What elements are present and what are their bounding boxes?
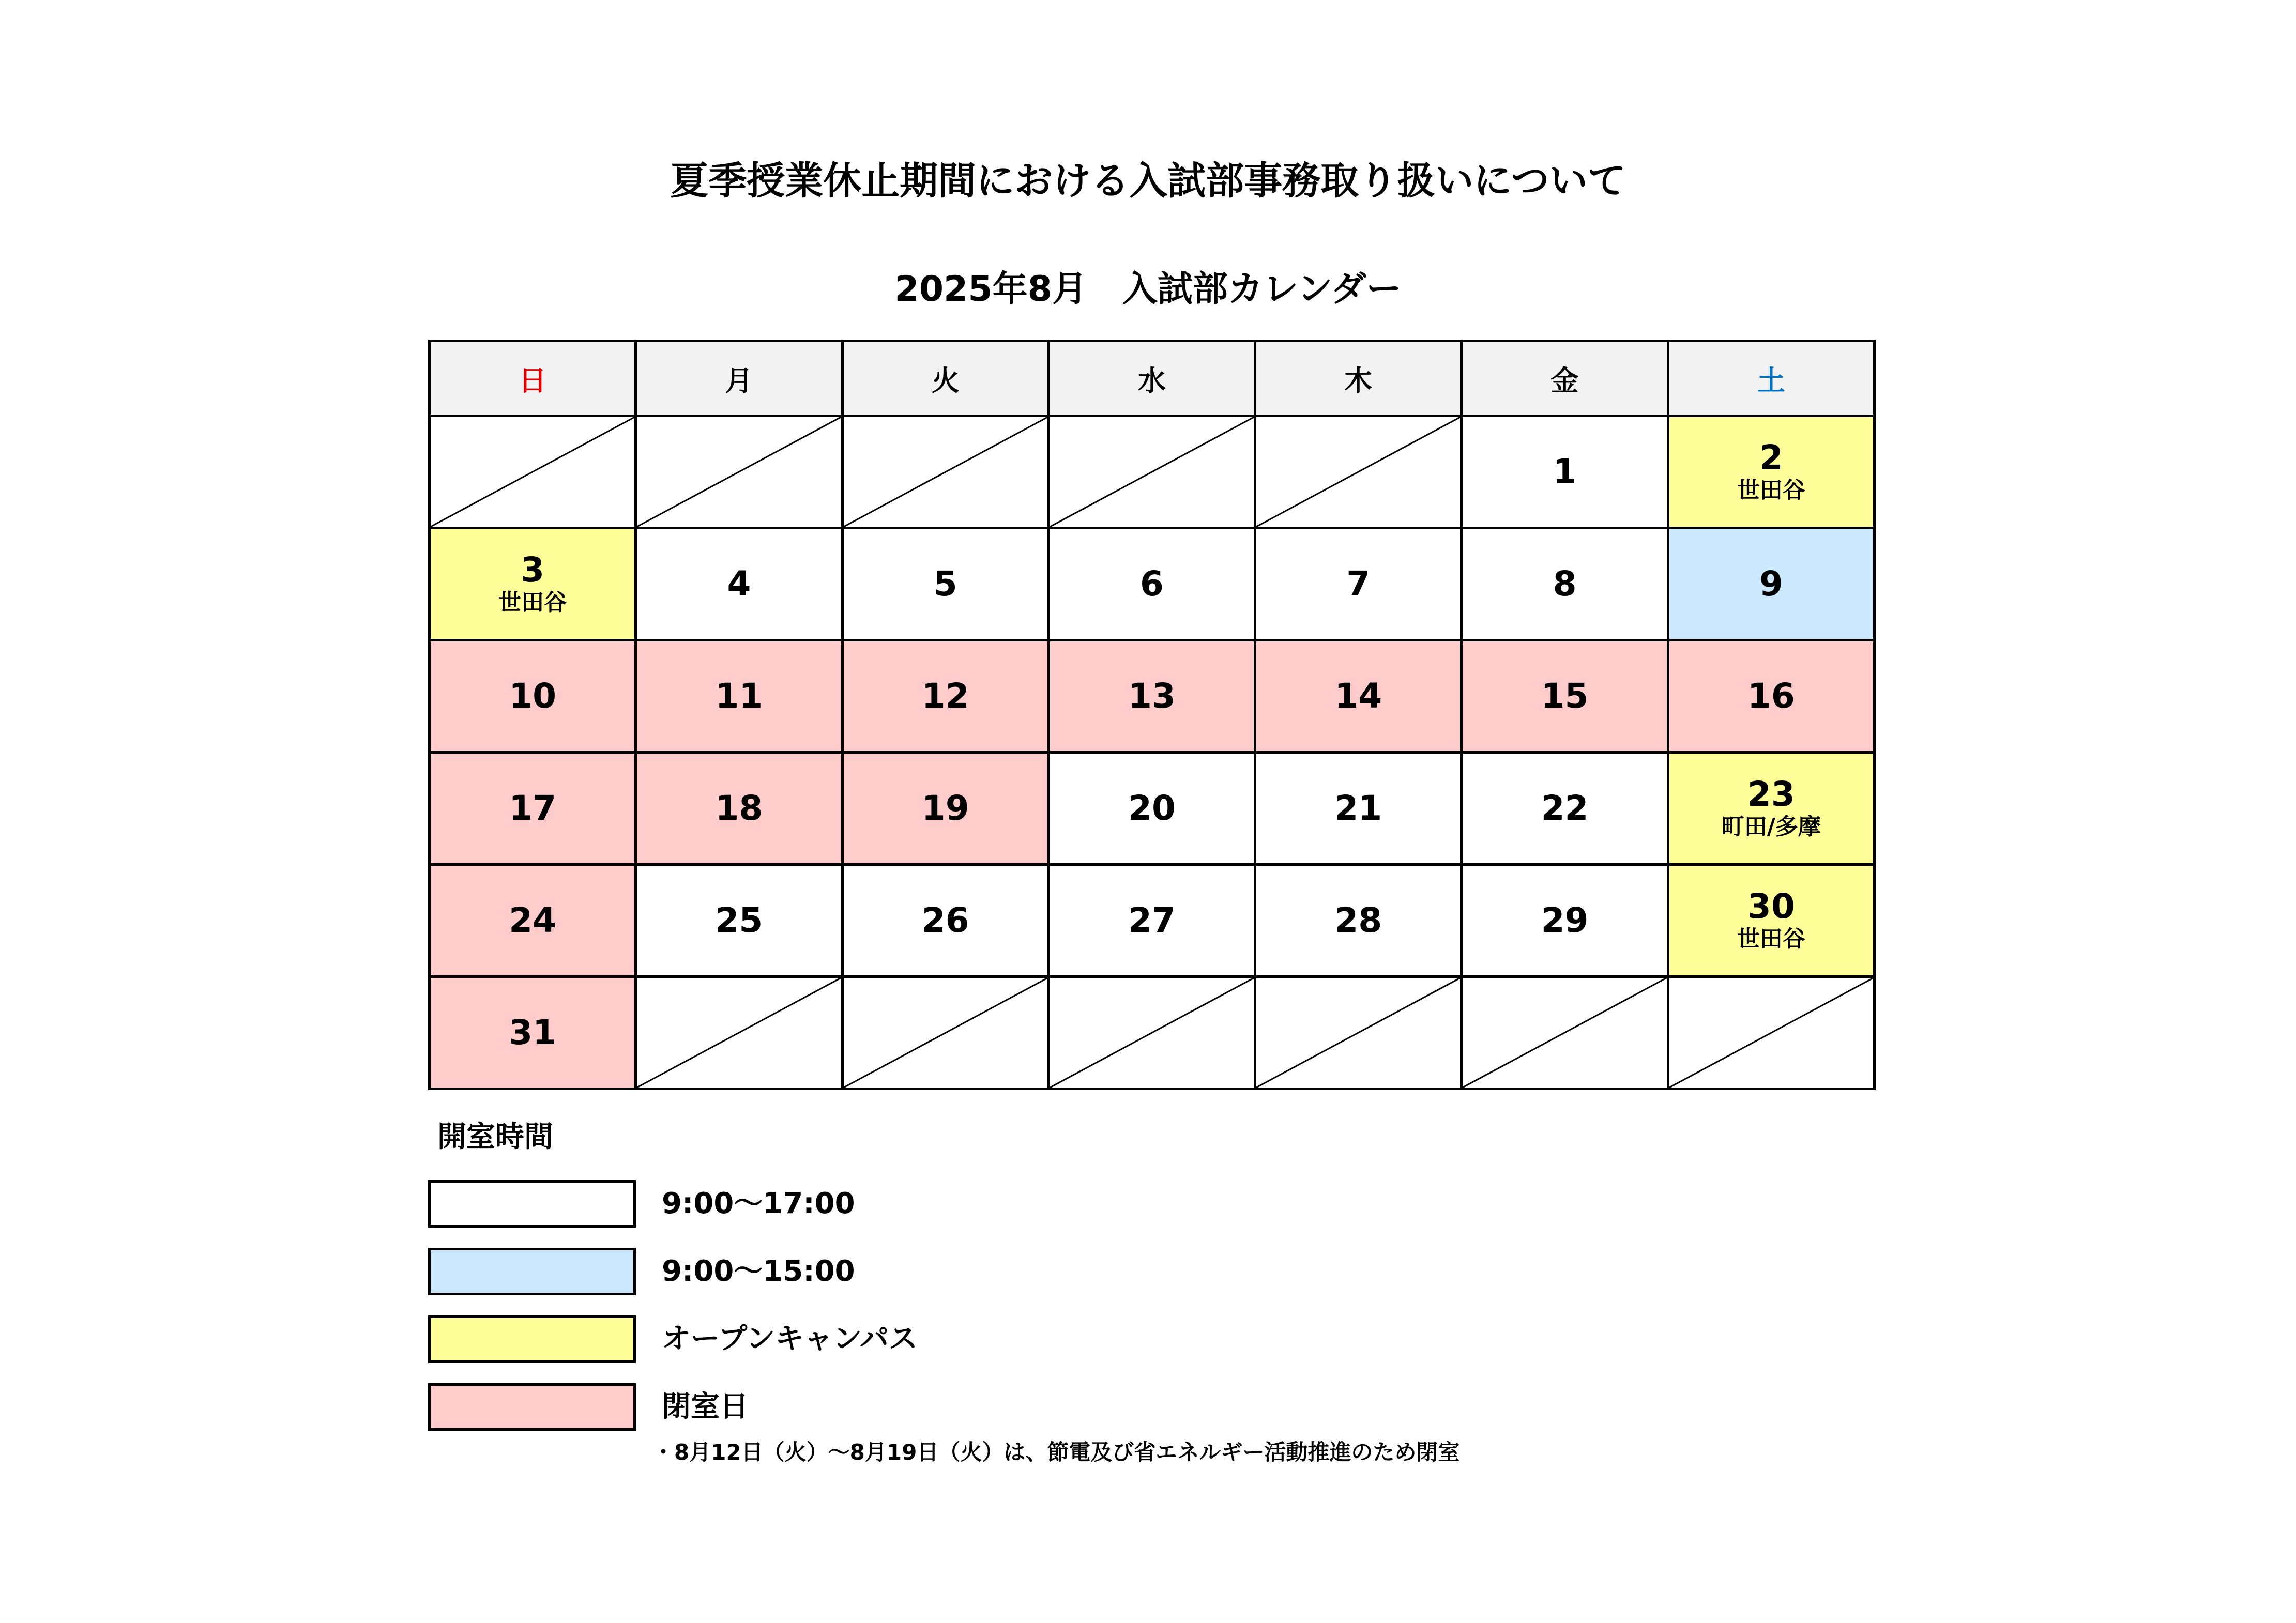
diagonal-slash (1256, 417, 1460, 527)
day-number: 3 (521, 550, 545, 590)
day-cell (1255, 753, 1462, 865)
diagonal-slash (637, 978, 841, 1088)
diagonal-slash (1256, 978, 1460, 1088)
day-cell (1255, 865, 1462, 977)
day-cell (636, 640, 842, 753)
diagonal-slash (637, 417, 841, 527)
diagonal-slash (1669, 978, 1873, 1088)
diagonal-slash (1050, 417, 1254, 527)
day-cell (1048, 753, 1255, 865)
day-cell (1668, 640, 1874, 753)
weekday-header-friday: 金 (1462, 341, 1668, 416)
day-number: 2 (1759, 438, 1783, 478)
day-cell (1668, 416, 1874, 528)
empty-day-cell (1048, 416, 1255, 528)
campus-note: 町田/多摩 (1721, 814, 1821, 840)
day-cell (430, 528, 636, 640)
day-cell (1462, 416, 1668, 528)
weekday-header-thursday: 木 (1255, 341, 1462, 416)
weekday-header-tuesday: 火 (842, 341, 1048, 416)
legend-swatch-yellow (428, 1315, 636, 1363)
legend-swatch-white (428, 1180, 636, 1228)
day-number: 16 (1747, 676, 1795, 716)
day-number: 20 (1128, 788, 1176, 828)
weekday-header-monday: 月 (636, 341, 842, 416)
day-number: 23 (1747, 774, 1795, 814)
empty-day-cell (1048, 977, 1255, 1089)
legend-item-white (428, 1180, 1462, 1228)
weekday-header-row (430, 341, 1875, 416)
diagonal-slash (1050, 978, 1254, 1088)
page-title: 夏季授業休止期間における入試部事務取り扱いについて (670, 159, 1626, 203)
day-cell (1255, 528, 1462, 640)
day-number: 30 (1747, 886, 1795, 926)
empty-day-cell (1462, 977, 1668, 1089)
empty-day-cell (636, 416, 842, 528)
day-number: 9 (1759, 564, 1783, 604)
closure-note: ・8月12日（火）～8月19日（火）は、節電及び省エネルギー活動推進のため閉室 (652, 1440, 1460, 1465)
empty-day-cell (636, 977, 842, 1089)
day-number: 26 (921, 900, 969, 940)
day-number: 5 (933, 564, 957, 604)
weekday-header-wednesday: 水 (1048, 341, 1255, 416)
day-number: 31 (509, 1013, 557, 1052)
day-cell (636, 865, 842, 977)
calendar-week-row (430, 640, 1875, 753)
day-cell (636, 753, 842, 865)
legend-item-yellow (428, 1315, 1462, 1363)
campus-note: 世田谷 (1737, 926, 1805, 952)
legend-swatch-pink (428, 1383, 636, 1431)
diagonal-slash (844, 417, 1047, 527)
calendar-subtitle: 2025年8月 入試部カレンダー (894, 269, 1402, 310)
legend-swatch-blue (428, 1248, 636, 1295)
day-cell (1048, 528, 1255, 640)
day-cell (430, 640, 636, 753)
day-cell (1462, 528, 1668, 640)
day-cell (1668, 865, 1874, 977)
diagonal-slash (431, 417, 634, 527)
day-cell (430, 753, 636, 865)
day-number: 12 (921, 676, 969, 716)
empty-day-cell (842, 977, 1048, 1089)
calendar-table (428, 340, 1876, 1090)
empty-day-cell (842, 416, 1048, 528)
legend-label: 9:00～15:00 (662, 1254, 855, 1288)
day-number: 17 (509, 788, 557, 828)
day-cell (842, 640, 1048, 753)
legend-label: 閉室日 (662, 1390, 749, 1423)
calendar-week-row (430, 865, 1875, 977)
campus-note: 世田谷 (498, 589, 567, 616)
day-cell (1668, 528, 1874, 640)
empty-day-cell (1255, 977, 1462, 1089)
calendar-body (430, 416, 1875, 1089)
day-cell (1048, 640, 1255, 753)
legend-label: 9:00～17:00 (662, 1187, 855, 1220)
day-number: 27 (1128, 900, 1176, 940)
day-number: 18 (715, 788, 763, 828)
day-number: 28 (1334, 900, 1382, 940)
day-number: 10 (509, 676, 557, 716)
day-cell (1462, 640, 1668, 753)
day-cell (1462, 753, 1668, 865)
legend-heading: 開室時間 (437, 1120, 553, 1154)
calendar-week-row (430, 753, 1875, 865)
day-cell (1048, 865, 1255, 977)
day-number: 8 (1553, 564, 1577, 604)
day-number: 29 (1541, 900, 1589, 940)
weekday-header-saturday: 土 (1668, 341, 1874, 416)
legend-item-pink (428, 1383, 1462, 1431)
day-number: 15 (1541, 676, 1589, 716)
day-number: 6 (1140, 564, 1164, 604)
day-number: 14 (1334, 676, 1382, 716)
empty-day-cell (1668, 977, 1874, 1089)
diagonal-slash (844, 978, 1047, 1088)
campus-note: 世田谷 (1737, 477, 1805, 503)
calendar-week-row (430, 416, 1875, 528)
day-number: 21 (1334, 788, 1382, 828)
diagonal-slash (1463, 978, 1666, 1088)
day-number: 25 (715, 900, 763, 940)
day-cell (842, 528, 1048, 640)
calendar-week-row (430, 977, 1875, 1089)
day-number: 22 (1541, 788, 1589, 828)
day-number: 4 (727, 564, 751, 604)
day-cell (842, 865, 1048, 977)
legend-label: オープンキャンパス (662, 1322, 918, 1356)
day-number: 24 (509, 900, 557, 940)
day-number: 11 (715, 676, 763, 716)
weekday-header-sunday: 日 (430, 341, 636, 416)
day-cell (430, 865, 636, 977)
day-number: 19 (921, 788, 969, 828)
day-cell (1462, 865, 1668, 977)
calendar-week-row (430, 528, 1875, 640)
empty-day-cell (430, 416, 636, 528)
day-cell (842, 753, 1048, 865)
legend-item-blue (428, 1248, 1462, 1295)
day-cell (636, 528, 842, 640)
day-cell (1255, 640, 1462, 753)
empty-day-cell (1255, 416, 1462, 528)
day-number: 7 (1346, 564, 1371, 604)
day-cell (1668, 753, 1874, 865)
day-number: 13 (1128, 676, 1176, 716)
day-number: 1 (1553, 452, 1577, 492)
day-cell (430, 977, 636, 1089)
